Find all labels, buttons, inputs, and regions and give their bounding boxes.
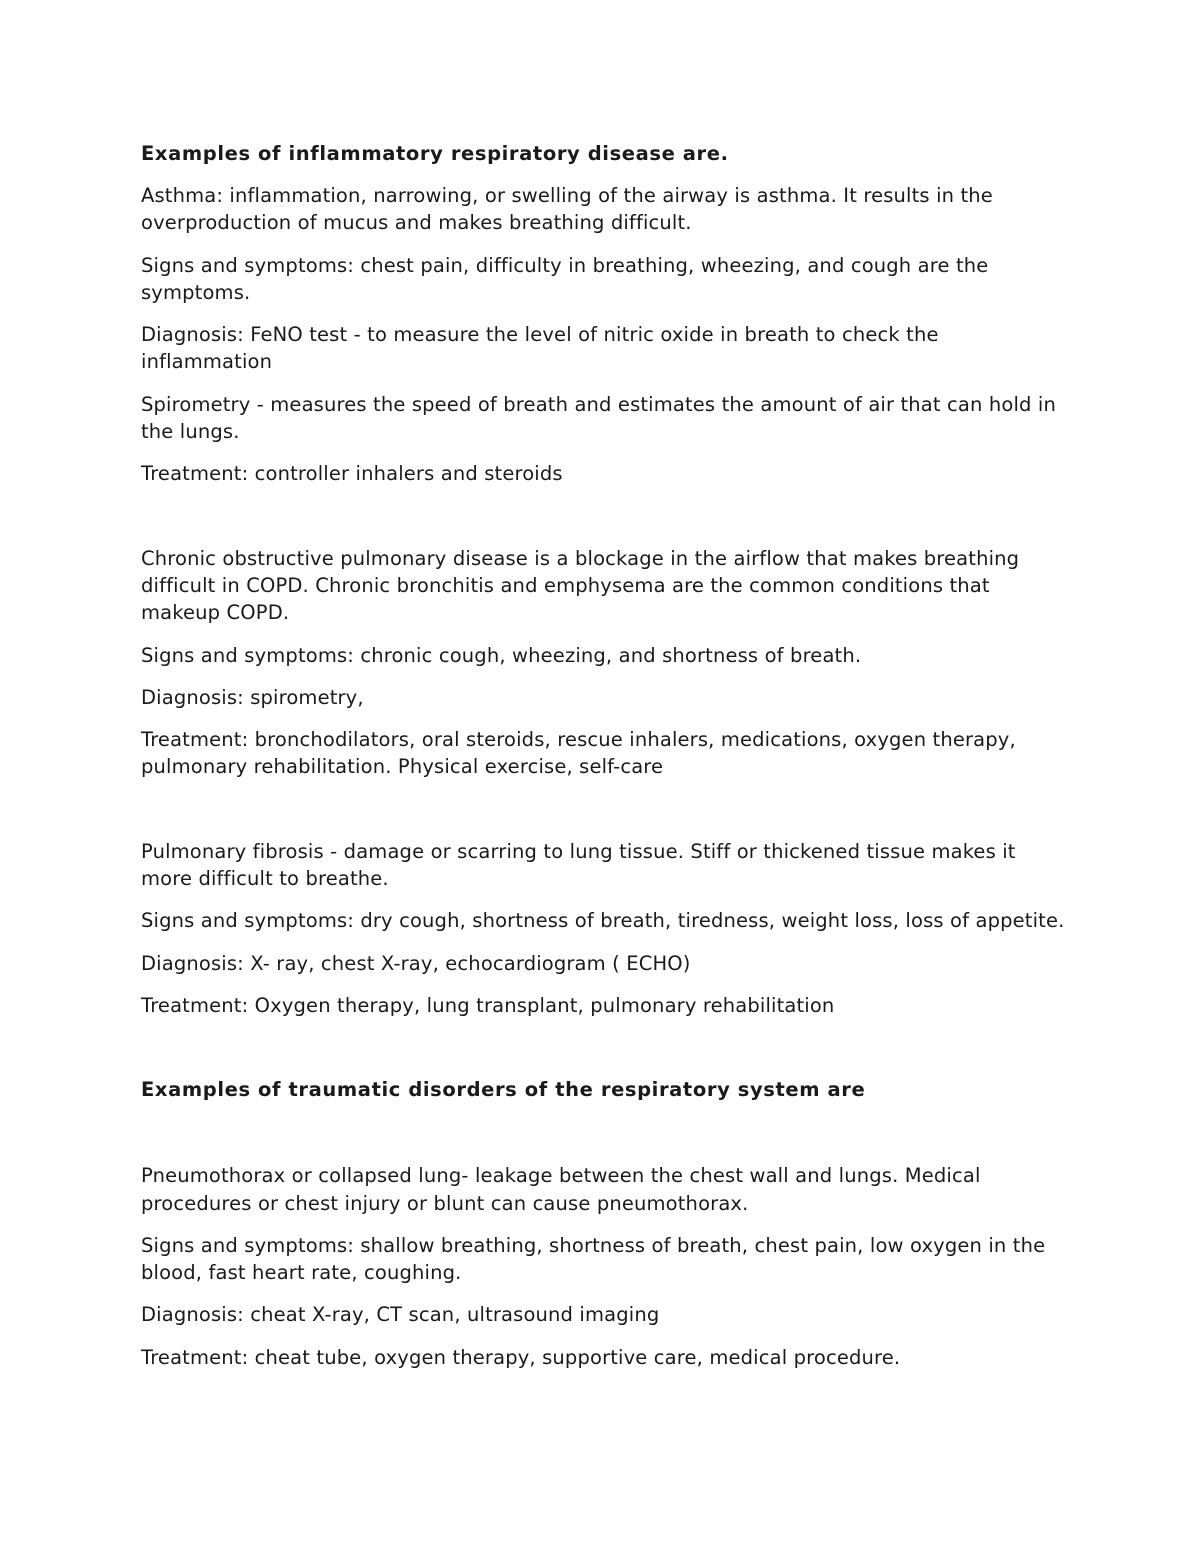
pneumothorax-description: Pneumothorax or collapsed lung- leakage between the chest wall and lungs. Medical procedures or chest injury or blunt can cause pneumothorax. [141, 1164, 981, 1215]
fibrosis-signs: Signs and symptoms: dry cough, shortness of breath, tiredness, weight loss, loss of appetite. [141, 909, 1065, 933]
asthma-spirometry: Spirometry - measures the speed of breath and estimates the amount of air that can hold in the lungs. [141, 392, 1056, 444]
copd-signs: Signs and symptoms: chronic cough, wheezing, and shortness of breath. [141, 643, 862, 667]
pneumothorax-diagnosis: Diagnosis: cheat X-ray, CT scan, ultrasound imaging [141, 1303, 660, 1327]
asthma-signs: Signs and symptoms: chest pain, difficulty in breathing, wheezing, and cough are the symptoms. [141, 253, 989, 304]
asthma-diagnosis: Diagnosis: FeNO test - to measure the level of nitric oxide in breath to check the inflammation [141, 323, 939, 374]
fibrosis-description: Pulmonary fibrosis - damage or scarring to lung tissue. Stiff or thickened tissue makes it more difficult to breathe. [141, 839, 1016, 891]
pneumothorax-signs: Signs and symptoms: shallow breathing, shortness of breath, chest pain, low oxygen in the blood, fast heart rate, coughing. [141, 1233, 1046, 1285]
pneumothorax-treatment: Treatment: cheat tube, oxygen therapy, supportive care, medical procedure. [141, 1345, 901, 1369]
copd-diagnosis: Diagnosis: spirometry, [141, 685, 364, 709]
copd-description: Chronic obstructive pulmonary disease is a blockage in the airflow that makes breathing difficult in COPD. Chronic bronchitis and emphysema are the common conditions that makeup COPD. [141, 546, 1020, 625]
copd-treatment: Treatment: bronchodilators, oral steroids, rescue inhalers, medications, oxygen therapy, pulmonary rehabilitation. Physical exercise, self-care [141, 728, 1016, 779]
document-body [141, 140, 1066, 1371]
heading-inflammatory: Examples of inflammatory respiratory disease are. [141, 142, 729, 165]
asthma-description: Asthma: inflammation, narrowing, or swelling of the airway is asthma. It results in the overproduction of mucus and makes breathing difficult. [141, 184, 993, 235]
asthma-treatment: Treatment: controller inhalers and steroids [141, 462, 563, 486]
fibrosis-treatment: Treatment: Oxygen therapy, lung transplant, pulmonary rehabilitation [141, 993, 835, 1017]
fibrosis-diagnosis: Diagnosis: X- ray, chest X-ray, echocardiogram ( ECHO) [141, 951, 691, 975]
heading-traumatic: Examples of traumatic disorders of the respiratory system are [141, 1078, 866, 1102]
